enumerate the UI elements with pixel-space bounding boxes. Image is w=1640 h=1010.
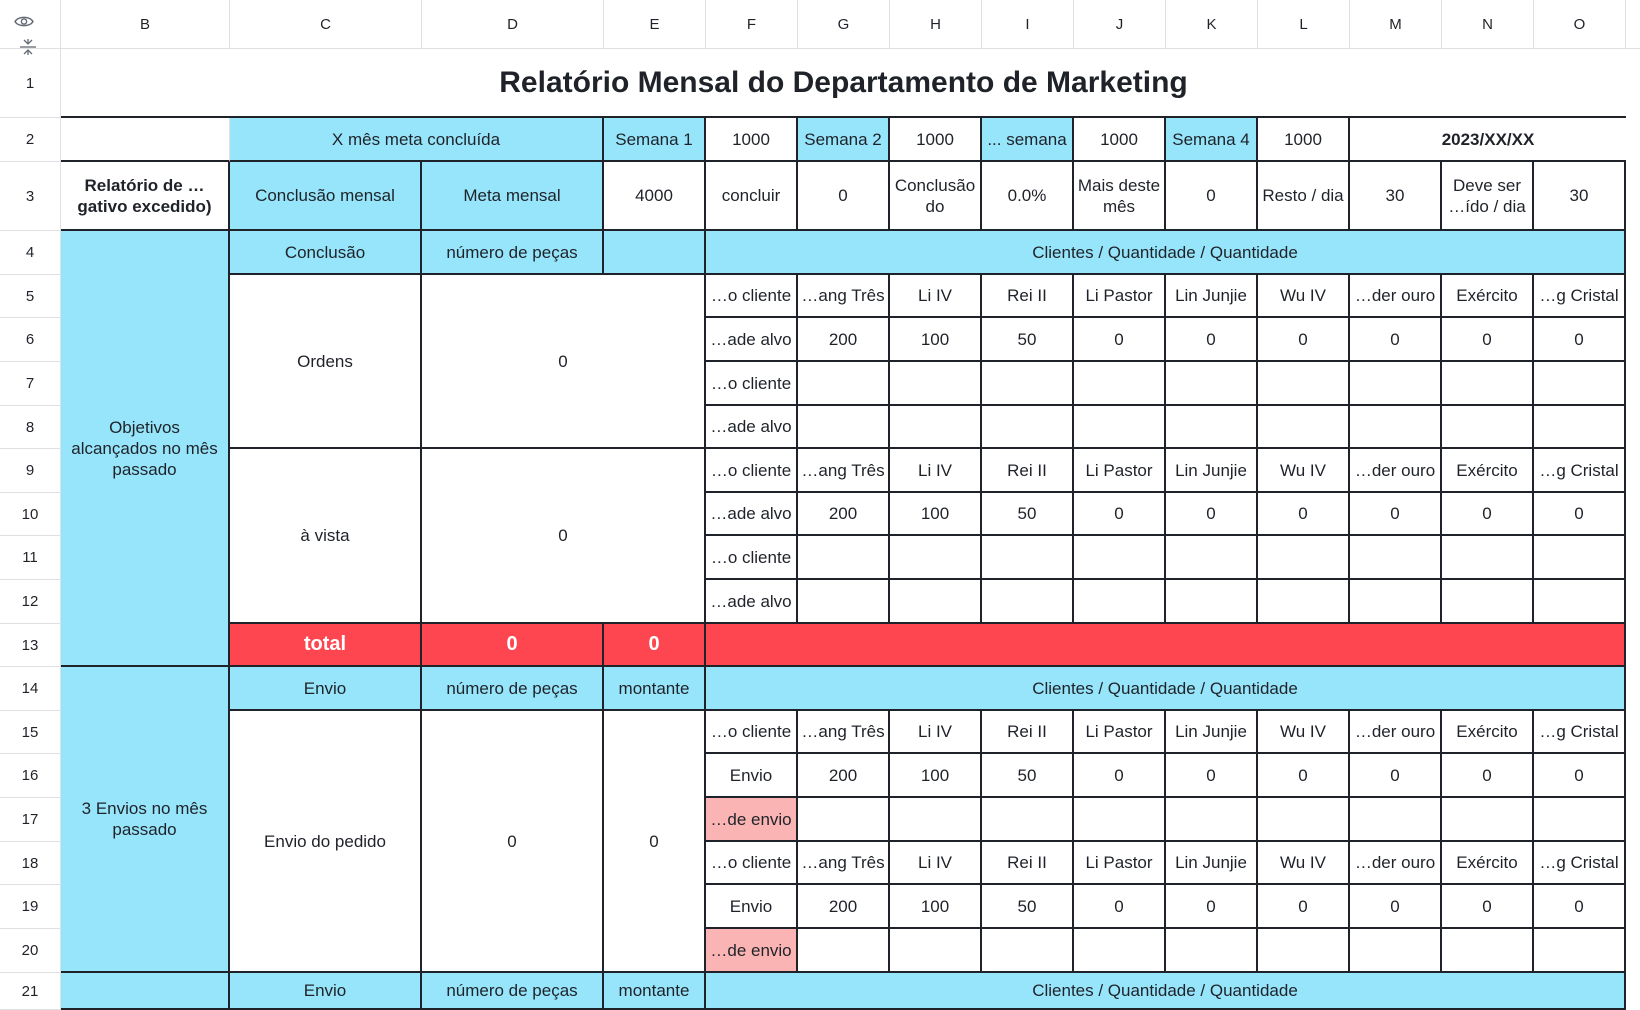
row-label[interactable]: …ade alvo [706, 318, 798, 362]
client-cell[interactable]: 0 [1350, 885, 1442, 929]
week-3-label[interactable]: ... semana [982, 118, 1074, 162]
column-header-8[interactable]: I [982, 0, 1074, 49]
client-cell[interactable] [1534, 929, 1626, 973]
client-cell[interactable]: 50 [982, 754, 1074, 798]
client-cell[interactable]: Lin Junjie [1166, 275, 1258, 318]
amount-header[interactable] [604, 231, 706, 275]
client-cell[interactable] [890, 580, 982, 624]
client-cell[interactable] [798, 536, 890, 580]
row-header-4[interactable]: 4 [0, 231, 60, 275]
section-3-label[interactable] [61, 973, 230, 1010]
client-cell[interactable] [1166, 580, 1258, 624]
client-cell[interactable]: Rei II [982, 275, 1074, 318]
client-cell[interactable]: 100 [890, 493, 982, 536]
week-4-label[interactable]: Semana 4 [1166, 118, 1258, 162]
client-cell[interactable] [1350, 406, 1442, 449]
report-title[interactable]: Relatório Mensal do Departamento de Marketing [61, 49, 1626, 118]
client-cell[interactable]: Exército [1442, 275, 1534, 318]
amount-header[interactable]: montante [604, 973, 706, 1010]
client-cell[interactable]: 0 [1258, 493, 1350, 536]
row-label[interactable]: …o cliente [706, 711, 798, 754]
column-header-9[interactable]: J [1074, 0, 1166, 49]
client-cell[interactable] [1074, 536, 1166, 580]
row-header-17[interactable]: 17 [0, 798, 60, 842]
client-cell[interactable] [890, 536, 982, 580]
client-cell[interactable] [1074, 798, 1166, 842]
client-cell[interactable] [798, 580, 890, 624]
client-cell[interactable] [1534, 406, 1626, 449]
cash-value[interactable]: 0 [422, 449, 706, 624]
row-label[interactable]: …o cliente [706, 842, 798, 885]
client-cell[interactable]: 0 [1258, 885, 1350, 929]
client-cell[interactable]: Wu IV [1258, 711, 1350, 754]
column-header-10[interactable]: K [1166, 0, 1258, 49]
row-label[interactable]: …ade alvo [706, 493, 798, 536]
client-cell[interactable]: …g Cristal [1534, 711, 1626, 754]
column-header-1[interactable]: B [61, 0, 230, 49]
client-cell[interactable]: 0 [1534, 754, 1626, 798]
client-cell[interactable] [1258, 580, 1350, 624]
client-cell[interactable] [1074, 929, 1166, 973]
client-cell[interactable]: …der ouro [1350, 449, 1442, 493]
client-cell[interactable]: 100 [890, 885, 982, 929]
client-cell[interactable] [1166, 406, 1258, 449]
client-cell[interactable]: …ang Três [798, 842, 890, 885]
remaining-month-value[interactable]: 0 [1166, 162, 1258, 231]
client-cell[interactable]: 0 [1166, 493, 1258, 536]
row-label[interactable]: …ade alvo [706, 580, 798, 624]
clients-header[interactable]: Clientes / Quantidade / Quantidade [706, 231, 1626, 275]
client-cell[interactable]: …der ouro [1350, 711, 1442, 754]
order-shipment-pieces[interactable]: 0 [422, 711, 604, 973]
row-header-13[interactable]: 13 [0, 624, 60, 667]
remaining-per-day-value[interactable]: 30 [1350, 162, 1442, 231]
client-cell[interactable]: Wu IV [1258, 449, 1350, 493]
row-header-12[interactable]: 12 [0, 580, 60, 624]
client-cell[interactable]: Wu IV [1258, 842, 1350, 885]
order-shipment-label[interactable]: Envio do pedido [230, 711, 422, 973]
total-pieces[interactable]: 0 [422, 624, 604, 667]
client-cell[interactable]: 50 [982, 493, 1074, 536]
client-cell[interactable] [982, 406, 1074, 449]
completion-rate-value[interactable]: 0.0% [982, 162, 1074, 231]
client-cell[interactable]: 0 [1258, 318, 1350, 362]
client-cell[interactable]: 0 [1534, 318, 1626, 362]
total-amount[interactable]: 0 [604, 624, 706, 667]
client-cell[interactable]: 100 [890, 318, 982, 362]
row-header-10[interactable]: 10 [0, 493, 60, 536]
client-cell[interactable] [1534, 536, 1626, 580]
completed-label[interactable]: concluir [706, 162, 798, 231]
client-cell[interactable]: …ang Três [798, 711, 890, 754]
client-cell[interactable]: Li Pastor [1074, 449, 1166, 493]
total-bar[interactable] [706, 624, 1626, 667]
completed-value[interactable]: 0 [798, 162, 890, 231]
client-cell[interactable] [1258, 362, 1350, 406]
client-cell[interactable]: Li Pastor [1074, 842, 1166, 885]
row-header-18[interactable]: 18 [0, 842, 60, 885]
orders-value[interactable]: 0 [422, 275, 706, 449]
row-label[interactable]: …o cliente [706, 362, 798, 406]
week-2-label[interactable]: Semana 2 [798, 118, 890, 162]
client-cell[interactable] [890, 798, 982, 842]
client-cell[interactable] [1074, 406, 1166, 449]
client-cell[interactable] [1074, 580, 1166, 624]
client-cell[interactable] [1166, 929, 1258, 973]
remaining-month-label[interactable]: Mais deste mês [1074, 162, 1166, 231]
shipment-header[interactable]: Envio [230, 973, 422, 1010]
week-4-value[interactable]: 1000 [1258, 118, 1350, 162]
client-cell[interactable]: 50 [982, 318, 1074, 362]
client-cell[interactable]: 0 [1534, 885, 1626, 929]
client-cell[interactable]: 100 [890, 754, 982, 798]
column-header-6[interactable]: G [798, 0, 890, 49]
pieces-header[interactable]: número de peças [422, 231, 604, 275]
client-cell[interactable]: …g Cristal [1534, 275, 1626, 318]
client-cell[interactable] [982, 798, 1074, 842]
client-cell[interactable] [982, 536, 1074, 580]
client-cell[interactable]: Lin Junjie [1166, 449, 1258, 493]
client-cell[interactable]: 200 [798, 493, 890, 536]
client-cell[interactable] [1534, 580, 1626, 624]
row-label[interactable]: …o cliente [706, 275, 798, 318]
client-cell[interactable]: 0 [1074, 885, 1166, 929]
client-cell[interactable]: 50 [982, 885, 1074, 929]
client-cell[interactable]: 0 [1442, 754, 1534, 798]
client-cell[interactable]: 0 [1166, 754, 1258, 798]
row-label[interactable]: Envio [706, 885, 798, 929]
client-cell[interactable] [1350, 798, 1442, 842]
client-cell[interactable]: Li Pastor [1074, 275, 1166, 318]
client-cell[interactable]: Lin Junjie [1166, 711, 1258, 754]
row-label[interactable]: …o cliente [706, 536, 798, 580]
row-header-20[interactable]: 20 [0, 929, 60, 973]
client-cell[interactable]: 0 [1258, 754, 1350, 798]
report-date[interactable]: 2023/XX/XX [1350, 118, 1626, 162]
monthly-completion-label[interactable]: Conclusão mensal [230, 162, 422, 231]
monthly-target-label[interactable]: Meta mensal [422, 162, 604, 231]
client-cell[interactable]: Li IV [890, 711, 982, 754]
row-header-bar [0, 49, 61, 1010]
client-cell[interactable] [1166, 362, 1258, 406]
week-3-value[interactable]: 1000 [1074, 118, 1166, 162]
client-cell[interactable]: Li IV [890, 842, 982, 885]
row-header-8[interactable]: 8 [0, 406, 60, 449]
client-cell[interactable]: 0 [1166, 885, 1258, 929]
completion-header[interactable]: Conclusão [230, 231, 422, 275]
client-cell[interactable]: 200 [798, 754, 890, 798]
column-header-2[interactable]: C [230, 0, 422, 49]
row-header-1[interactable]: 1 [0, 49, 60, 118]
row-header-21[interactable]: 21 [0, 973, 60, 1010]
row-label[interactable]: …ade alvo [706, 406, 798, 449]
client-cell[interactable]: …g Cristal [1534, 449, 1626, 493]
week-2-value[interactable]: 1000 [890, 118, 982, 162]
row-label[interactable]: …de envio [706, 929, 798, 973]
column-header-bar [0, 0, 1640, 49]
order-shipment-amount[interactable]: 0 [604, 711, 706, 973]
column-header-13[interactable]: N [1442, 0, 1534, 49]
client-cell[interactable]: 0 [1074, 493, 1166, 536]
row-header-6[interactable]: 6 [0, 318, 60, 362]
monthly-target-value[interactable]: 4000 [604, 162, 706, 231]
client-cell[interactable]: 0 [1350, 493, 1442, 536]
client-cell[interactable]: Exército [1442, 842, 1534, 885]
report-label[interactable]: Relatório de …gativo excedido) [61, 162, 230, 231]
eye-icon[interactable] [14, 15, 34, 28]
client-cell[interactable]: Exército [1442, 449, 1534, 493]
client-cell[interactable] [1442, 798, 1534, 842]
row-header-3[interactable]: 3 [0, 162, 60, 231]
client-cell[interactable]: Rei II [982, 842, 1074, 885]
client-cell[interactable] [1442, 406, 1534, 449]
column-header-5[interactable]: F [706, 0, 798, 49]
client-cell[interactable] [1074, 362, 1166, 406]
client-cell[interactable] [798, 362, 890, 406]
client-cell[interactable]: 0 [1350, 318, 1442, 362]
client-cell[interactable]: 200 [798, 318, 890, 362]
client-cell[interactable]: 0 [1166, 318, 1258, 362]
column-header-7[interactable]: H [890, 0, 982, 49]
client-cell[interactable] [798, 798, 890, 842]
client-cell[interactable]: …ang Três [798, 275, 890, 318]
row-header-5[interactable]: 5 [0, 275, 60, 318]
orders-label[interactable]: Ordens [230, 275, 422, 449]
row-header-19[interactable]: 19 [0, 885, 60, 929]
total-label[interactable]: total [230, 624, 422, 667]
client-cell[interactable] [1442, 362, 1534, 406]
required-per-day-label[interactable]: Deve ser …ído / dia [1442, 162, 1534, 231]
client-cell[interactable]: 0 [1442, 318, 1534, 362]
client-cell[interactable]: Li Pastor [1074, 711, 1166, 754]
pieces-header[interactable]: número de peças [422, 973, 604, 1010]
row-label[interactable]: …de envio [706, 798, 798, 842]
section-goals-label[interactable]: Objetivos alcançados no mês passado [61, 231, 230, 667]
week-1-value[interactable]: 1000 [706, 118, 798, 162]
client-cell[interactable]: Wu IV [1258, 275, 1350, 318]
row-header-16[interactable]: 16 [0, 754, 60, 798]
client-cell[interactable] [982, 362, 1074, 406]
client-cell[interactable] [1166, 798, 1258, 842]
cell-b2[interactable] [61, 118, 230, 162]
column-header-14[interactable]: O [1534, 0, 1626, 49]
client-cell[interactable]: 0 [1534, 493, 1626, 536]
client-cell[interactable] [1350, 362, 1442, 406]
client-cell[interactable]: …der ouro [1350, 842, 1442, 885]
freeze-panes-icon[interactable] [18, 38, 38, 56]
client-cell[interactable]: Li IV [890, 449, 982, 493]
week-1-label[interactable]: Semana 1 [604, 118, 706, 162]
client-cell[interactable] [1258, 536, 1350, 580]
remaining-per-day-label[interactable]: Resto / dia [1258, 162, 1350, 231]
client-cell[interactable]: 0 [1442, 493, 1534, 536]
pieces-header[interactable]: número de peças [422, 667, 604, 711]
clients-header[interactable]: Clientes / Quantidade / Quantidade [706, 667, 1626, 711]
row-header-9[interactable]: 9 [0, 449, 60, 493]
client-cell[interactable]: 0 [1074, 318, 1166, 362]
client-cell[interactable] [982, 580, 1074, 624]
client-cell[interactable]: 0 [1074, 754, 1166, 798]
client-cell[interactable] [1258, 406, 1350, 449]
cash-label[interactable]: à vista [230, 449, 422, 624]
client-cell[interactable] [1350, 536, 1442, 580]
clients-header[interactable]: Clientes / Quantidade / Quantidade [706, 973, 1626, 1010]
client-cell[interactable] [798, 406, 890, 449]
client-cell[interactable] [1442, 929, 1534, 973]
client-cell[interactable]: …der ouro [1350, 275, 1442, 318]
client-cell[interactable]: 0 [1442, 885, 1534, 929]
shipment-header[interactable]: Envio [230, 667, 422, 711]
row-label[interactable]: …o cliente [706, 449, 798, 493]
client-cell[interactable] [798, 929, 890, 973]
client-cell[interactable]: …g Cristal [1534, 842, 1626, 885]
client-cell[interactable] [890, 406, 982, 449]
client-cell[interactable] [890, 929, 982, 973]
amount-header[interactable]: montante [604, 667, 706, 711]
client-cell[interactable] [1442, 536, 1534, 580]
client-cell[interactable]: 0 [1350, 754, 1442, 798]
client-cell[interactable] [1258, 929, 1350, 973]
row-header-2[interactable]: 2 [0, 118, 60, 162]
client-cell[interactable]: Lin Junjie [1166, 842, 1258, 885]
client-cell[interactable] [1350, 929, 1442, 973]
client-cell[interactable]: Rei II [982, 711, 1074, 754]
client-cell[interactable]: Li IV [890, 275, 982, 318]
client-cell[interactable]: Rei II [982, 449, 1074, 493]
client-cell[interactable]: …ang Três [798, 449, 890, 493]
client-cell[interactable] [982, 929, 1074, 973]
required-per-day-value[interactable]: 30 [1534, 162, 1626, 231]
column-header-12[interactable]: M [1350, 0, 1442, 49]
section-shipments-label[interactable]: 3 Envios no mês passado [61, 667, 230, 973]
row-header-14[interactable]: 14 [0, 667, 60, 711]
client-cell[interactable] [1166, 536, 1258, 580]
monthly-goal-header[interactable]: X mês meta concluída [230, 118, 604, 162]
column-header-4[interactable]: E [604, 0, 706, 49]
client-cell[interactable]: Exército [1442, 711, 1534, 754]
row-header-7[interactable]: 7 [0, 362, 60, 406]
client-cell[interactable] [1258, 798, 1350, 842]
client-cell[interactable] [1350, 580, 1442, 624]
column-header-11[interactable]: L [1258, 0, 1350, 49]
client-cell[interactable]: 200 [798, 885, 890, 929]
completion-rate-label[interactable]: Conclusão do [890, 162, 982, 231]
client-cell[interactable] [890, 362, 982, 406]
client-cell[interactable] [1534, 362, 1626, 406]
row-header-15[interactable]: 15 [0, 711, 60, 754]
row-label[interactable]: Envio [706, 754, 798, 798]
column-header-3[interactable]: D [422, 0, 604, 49]
row-header-11[interactable]: 11 [0, 536, 60, 580]
client-cell[interactable] [1534, 798, 1626, 842]
client-cell[interactable] [1442, 580, 1534, 624]
